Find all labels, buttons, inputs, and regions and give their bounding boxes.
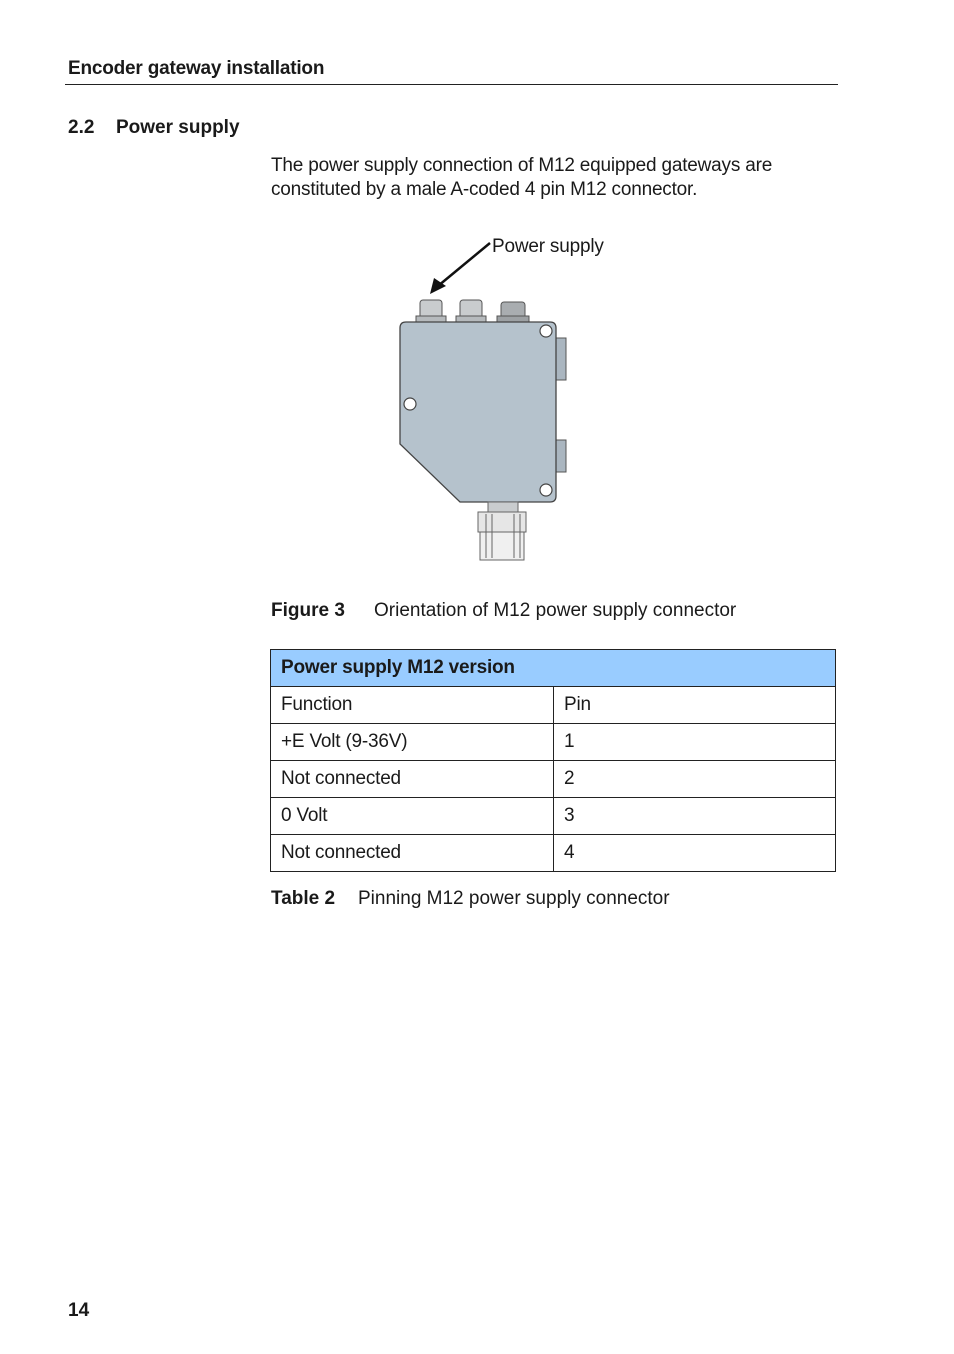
bottom-connector — [478, 502, 526, 560]
function-cell: +E Volt (9-36V) — [271, 724, 554, 761]
function-cell: 0 Volt — [271, 798, 554, 835]
figure-caption — [271, 600, 737, 622]
table-caption — [271, 888, 670, 910]
gateway-illustration — [380, 228, 640, 568]
side-rail-top — [556, 338, 566, 380]
intro-paragraph: The power supply connection of M12 equipped gateways are constituted by a male A-coded 4 pin M12 connector. — [271, 155, 773, 200]
pinning-table — [270, 649, 836, 872]
function-cell: Not connected — [271, 761, 554, 798]
gateway-figure — [380, 228, 640, 568]
section-title: Power supply — [116, 117, 240, 138]
page-number: 14 — [68, 1300, 90, 1321]
header-rule — [65, 84, 838, 85]
figure-caption-label: Figure 3 — [271, 600, 345, 621]
table-row — [271, 798, 836, 835]
table-title: Power supply M12 version — [271, 650, 836, 687]
table-caption-text: Pinning M12 power supply connector — [358, 888, 670, 909]
mounting-hole — [540, 484, 552, 496]
mounting-hole — [540, 325, 552, 337]
pin-cell: 1 — [554, 724, 836, 761]
running-header: Encoder gateway installation — [68, 58, 325, 79]
table-caption-label: Table 2 — [271, 888, 336, 909]
pin-cell: 4 — [554, 835, 836, 872]
table-row — [271, 761, 836, 798]
column-header-pin: Pin — [554, 687, 836, 724]
gateway-housing — [400, 322, 556, 502]
pin-cell: 3 — [554, 798, 836, 835]
table-row — [271, 835, 836, 872]
table-header-row — [271, 687, 836, 724]
top-connectors — [416, 300, 529, 324]
table-title-row — [271, 650, 836, 687]
table-row — [271, 724, 836, 761]
power-supply-callout: Power supply — [492, 236, 604, 257]
callout-arrow — [438, 243, 490, 286]
side-rail-bottom — [556, 440, 566, 472]
figure-caption-text: Orientation of M12 power supply connector — [374, 600, 737, 621]
function-cell: Not connected — [271, 835, 554, 872]
section-number: 2.2 — [68, 117, 95, 138]
pin-cell: 2 — [554, 761, 836, 798]
mounting-hole — [404, 398, 416, 410]
column-header-function: Function — [271, 687, 554, 724]
